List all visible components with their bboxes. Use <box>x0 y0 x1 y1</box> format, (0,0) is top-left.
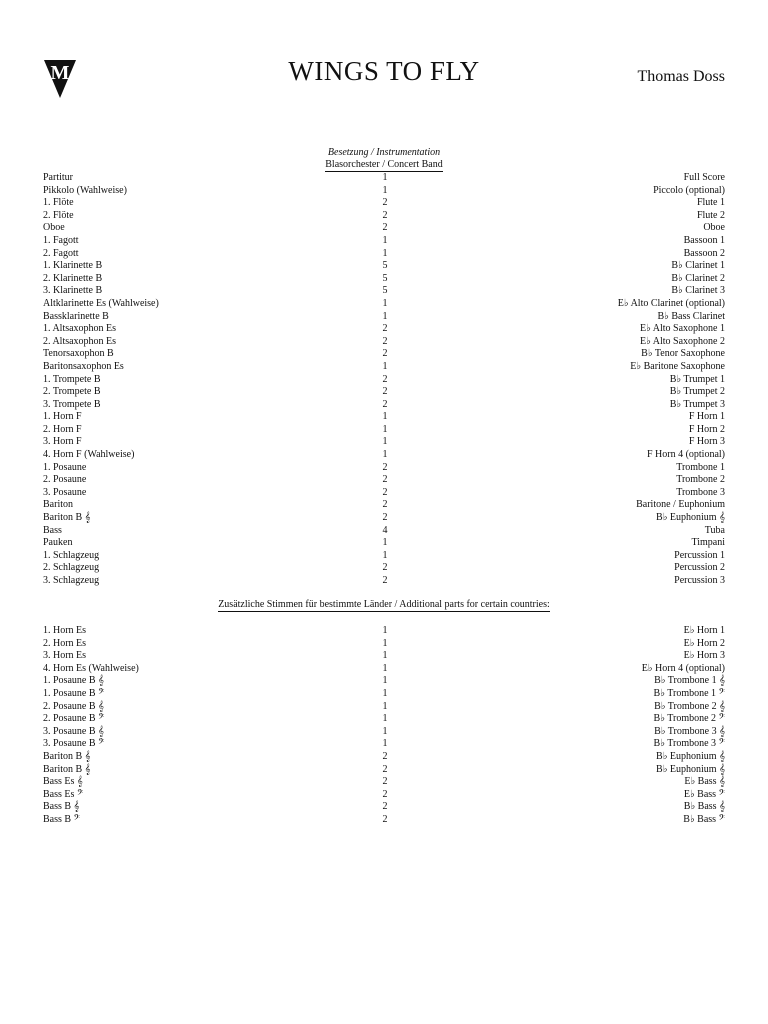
part-name-english: Flute 1 <box>696 197 725 209</box>
part-name-german: 1. Posaune B 𝄢 <box>43 687 105 699</box>
part-name-english: B♭ Bass Clarinet <box>657 310 725 322</box>
part-name-german: Bariton <box>43 499 73 511</box>
part-name-english: E♭ Horn 3 <box>683 650 725 662</box>
part-count: 1 <box>382 449 388 461</box>
part-row <box>43 436 725 449</box>
part-name-german: 2. Klarinette B <box>43 272 103 284</box>
part-name-english: B♭ Euphonium 𝄞 <box>656 763 725 775</box>
part-count: 1 <box>382 725 388 737</box>
part-name-german: 3. Trompete B <box>43 398 101 410</box>
part-row <box>43 462 725 475</box>
logo-letter: M <box>50 62 70 84</box>
part-name-english: Bassoon 2 <box>683 247 725 259</box>
part-row <box>43 386 725 399</box>
part-count: 1 <box>382 662 388 674</box>
part-row <box>43 285 725 298</box>
part-count: 1 <box>382 297 388 309</box>
part-name-german: 2. Posaune <box>43 474 87 486</box>
part-count: 1 <box>382 700 388 712</box>
part-count: 1 <box>382 650 388 662</box>
part-count: 1 <box>382 687 388 699</box>
part-name-german: Altklarinette Es (Wahlweise) <box>43 297 159 309</box>
part-name-german: Bass B 𝄞 <box>43 801 80 813</box>
part-name-english: Timpani <box>691 537 725 549</box>
part-count: 2 <box>382 750 388 762</box>
part-row <box>43 738 725 751</box>
part-name-english: F Horn 3 <box>688 436 725 448</box>
part-count: 1 <box>382 738 388 750</box>
part-count: 1 <box>382 537 388 549</box>
part-name-english: Piccolo (optional) <box>653 184 725 196</box>
part-name-german: Partitur <box>43 172 73 183</box>
part-row <box>43 235 725 248</box>
part-count: 2 <box>382 813 388 825</box>
part-row <box>43 562 725 575</box>
part-row <box>43 713 725 726</box>
part-name-english: Oboe <box>703 222 725 234</box>
part-name-english: B♭ Tenor Saxophone <box>641 348 725 360</box>
part-name-english: F Horn 4 (optional) <box>646 449 725 461</box>
part-name-german: Bass Es 𝄞 <box>43 776 83 788</box>
part-row <box>43 248 725 261</box>
part-count: 2 <box>382 348 388 360</box>
part-name-english: Full Score <box>683 172 725 183</box>
part-row <box>43 323 725 336</box>
part-count: 2 <box>382 512 388 524</box>
part-name-german: 3. Posaune B 𝄢 <box>43 738 105 750</box>
part-count: 2 <box>382 323 388 335</box>
part-count: 1 <box>382 625 388 636</box>
part-count: 2 <box>382 373 388 385</box>
part-count: 5 <box>382 285 388 297</box>
part-name-german: 2. Flöte <box>43 209 74 221</box>
part-row <box>43 663 725 676</box>
part-count: 2 <box>382 801 388 813</box>
part-row <box>43 776 725 789</box>
instrumentation-subheading: Blasorchester / Concert Band <box>325 159 443 170</box>
part-name-english: Trombone 3 <box>676 486 725 498</box>
part-name-german: 3. Horn F <box>43 436 82 448</box>
part-name-english: B♭ Bass 𝄞 <box>683 801 725 813</box>
part-count: 2 <box>382 763 388 775</box>
part-row <box>43 399 725 412</box>
part-count: 2 <box>382 788 388 800</box>
part-row <box>43 499 725 512</box>
part-name-english: Flute 2 <box>696 209 725 221</box>
part-count: 1 <box>382 713 388 725</box>
part-count: 5 <box>382 272 388 284</box>
part-row <box>43 550 725 563</box>
part-count: 1 <box>382 184 388 196</box>
part-row <box>43 361 725 374</box>
part-row <box>43 474 725 487</box>
part-name-english: B♭ Clarinet 2 <box>671 272 725 284</box>
part-name-english: B♭ Trombone 1 𝄞 <box>654 675 725 687</box>
part-name-german: Pikkolo (Wahlweise) <box>43 184 127 196</box>
part-name-english: E♭ Horn 2 <box>683 637 725 649</box>
part-name-german: 2. Schlagzeug <box>43 562 100 574</box>
part-row <box>43 701 725 714</box>
part-row <box>43 222 725 235</box>
part-row <box>43 172 725 185</box>
part-row <box>43 512 725 525</box>
part-name-english: Bassoon 1 <box>683 234 725 246</box>
part-row <box>43 801 725 814</box>
part-row <box>43 537 725 550</box>
part-name-english: E♭ Alto Clarinet (optional) <box>617 297 725 309</box>
part-name-english: Baritone / Euphonium <box>636 499 725 511</box>
part-count: 2 <box>382 461 388 473</box>
part-count: 2 <box>382 398 388 410</box>
part-row <box>43 185 725 198</box>
part-name-german: 1. Fagott <box>43 234 79 246</box>
part-row <box>43 525 725 538</box>
part-name-german: 3. Posaune <box>43 486 87 498</box>
part-name-english: E♭ Bass 𝄞 <box>684 776 725 788</box>
part-row <box>43 764 725 777</box>
part-count: 2 <box>382 486 388 498</box>
part-name-english: B♭ Bass 𝄢 <box>683 813 725 825</box>
part-name-german: Bariton B 𝄞 <box>43 512 91 524</box>
part-count: 1 <box>382 310 388 322</box>
part-row <box>43 688 725 701</box>
part-name-german: 1. Klarinette B <box>43 260 103 272</box>
part-name-german: 1. Schlagzeug <box>43 549 100 561</box>
part-name-german: 1. Horn Es <box>43 625 87 636</box>
part-name-german: Bassklarinette B <box>43 310 109 322</box>
part-row <box>43 789 725 802</box>
part-name-german: Tenorsaxophon B <box>43 348 114 360</box>
part-count: 2 <box>382 386 388 398</box>
part-name-english: B♭ Trombone 1 𝄢 <box>653 687 725 699</box>
part-row <box>43 311 725 324</box>
part-row <box>43 336 725 349</box>
part-name-english: E♭ Bass 𝄢 <box>683 788 725 800</box>
part-name-german: Oboe <box>43 222 65 234</box>
part-name-german: 1. Altsaxophon Es <box>43 323 117 335</box>
part-name-german: 2. Horn F <box>43 423 82 435</box>
composer-name: Thomas Doss <box>637 68 725 85</box>
part-count: 2 <box>382 499 388 511</box>
part-row <box>43 298 725 311</box>
part-count: 4 <box>382 524 388 536</box>
part-row <box>43 675 725 688</box>
page-title: WINGS TO FLY <box>288 56 480 86</box>
part-count: 1 <box>382 675 388 687</box>
part-row <box>43 348 725 361</box>
part-count: 1 <box>382 411 388 423</box>
part-name-german: 2. Trompete B <box>43 386 101 398</box>
part-name-german: Baritonsaxophon Es <box>43 360 124 372</box>
part-name-english: Tuba <box>704 524 725 536</box>
part-count: 1 <box>382 637 388 649</box>
part-name-german: Bariton B 𝄞 <box>43 750 91 762</box>
part-count: 2 <box>382 222 388 234</box>
part-count: 1 <box>382 423 388 435</box>
part-row <box>43 411 725 424</box>
part-row <box>43 625 725 638</box>
part-count: 2 <box>382 335 388 347</box>
part-name-german: Bass B 𝄢 <box>43 813 80 825</box>
part-count: 1 <box>382 247 388 259</box>
additional-parts-heading: Zusätzliche Stimmen für bestimmte Länder / Additional parts for certain countries: <box>218 599 550 610</box>
part-row <box>43 751 725 764</box>
part-name-german: 4. Horn Es (Wahlweise) <box>43 662 139 674</box>
part-row <box>43 650 725 663</box>
part-name-english: Trombone 1 <box>676 461 725 473</box>
part-name-english: E♭ Horn 1 <box>683 625 725 636</box>
part-count: 1 <box>382 549 388 561</box>
part-name-german: 3. Klarinette B <box>43 285 103 297</box>
part-name-german: Pauken <box>43 537 73 549</box>
part-name-german: 1. Horn F <box>43 411 82 423</box>
part-row <box>43 575 725 588</box>
part-name-german: 2. Fagott <box>43 247 79 259</box>
part-name-english: Trombone 2 <box>676 474 725 486</box>
part-row <box>43 814 725 827</box>
part-name-english: B♭ Trumpet 1 <box>669 373 725 385</box>
part-name-english: E♭ Horn 4 (optional) <box>641 662 725 674</box>
part-name-english: B♭ Trombone 3 𝄞 <box>654 725 725 737</box>
part-name-english: F Horn 1 <box>688 411 725 423</box>
part-name-english: B♭ Euphonium 𝄞 <box>656 750 725 762</box>
part-count: 2 <box>382 474 388 486</box>
instrumentation-list <box>43 172 725 588</box>
part-row <box>43 424 725 437</box>
part-name-german: 2. Horn Es <box>43 637 87 649</box>
part-name-english: Percussion 2 <box>674 562 725 574</box>
part-name-german: 3. Horn Es <box>43 650 87 662</box>
part-name-english: B♭ Trombone 2 𝄢 <box>653 713 725 725</box>
part-row <box>43 273 725 286</box>
part-row <box>43 210 725 223</box>
part-name-english: E♭ Alto Saxophone 2 <box>640 335 725 347</box>
part-count: 2 <box>382 209 388 221</box>
part-name-english: F Horn 2 <box>688 423 725 435</box>
part-name-english: B♭ Clarinet 1 <box>671 260 725 272</box>
part-name-german: 1. Trompete B <box>43 373 101 385</box>
part-count: 2 <box>382 776 388 788</box>
part-count: 1 <box>382 172 388 183</box>
part-name-german: 4. Horn F (Wahlweise) <box>43 449 135 461</box>
part-row <box>43 638 725 651</box>
part-row <box>43 487 725 500</box>
part-count: 5 <box>382 260 388 272</box>
part-count: 1 <box>382 436 388 448</box>
part-name-english: E♭ Alto Saxophone 1 <box>640 323 725 335</box>
part-row <box>43 449 725 462</box>
part-row <box>43 726 725 739</box>
part-name-english: B♭ Trombone 3 𝄢 <box>653 738 725 750</box>
part-name-german: 3. Posaune B 𝄞 <box>43 725 104 737</box>
instrumentation-heading: Besetzung / Instrumentation <box>327 147 441 158</box>
part-name-english: Percussion 1 <box>674 549 725 561</box>
part-name-english: B♭ Trombone 2 𝄞 <box>654 700 725 712</box>
part-count: 1 <box>382 360 388 372</box>
part-name-english: E♭ Baritone Saxophone <box>630 360 725 372</box>
additional-parts-list <box>43 625 725 827</box>
part-count: 2 <box>382 562 388 574</box>
part-count: 2 <box>382 197 388 209</box>
part-name-english: Percussion 3 <box>674 575 725 586</box>
part-name-german: 2. Posaune B 𝄢 <box>43 713 105 725</box>
part-row <box>43 260 725 273</box>
part-count: 1 <box>382 234 388 246</box>
part-name-english: B♭ Trumpet 3 <box>669 398 725 410</box>
part-count: 2 <box>382 575 388 586</box>
part-name-german: Bariton B 𝄞 <box>43 763 91 775</box>
part-name-german: 1. Posaune B 𝄞 <box>43 675 104 687</box>
part-name-english: B♭ Trumpet 2 <box>669 386 725 398</box>
part-name-german: 1. Flöte <box>43 197 74 209</box>
part-name-german: Bass Es 𝄢 <box>43 788 84 800</box>
part-row <box>43 374 725 387</box>
part-name-german: 3. Schlagzeug <box>43 575 100 586</box>
part-row <box>43 197 725 210</box>
part-name-english: B♭ Euphonium 𝄞 <box>656 512 725 524</box>
part-name-german: Bass <box>43 524 62 536</box>
part-name-german: 1. Posaune <box>43 461 87 473</box>
part-name-german: 2. Posaune B 𝄞 <box>43 700 104 712</box>
part-name-english: B♭ Clarinet 3 <box>671 285 725 297</box>
part-name-german: 2. Altsaxophon Es <box>43 335 117 347</box>
